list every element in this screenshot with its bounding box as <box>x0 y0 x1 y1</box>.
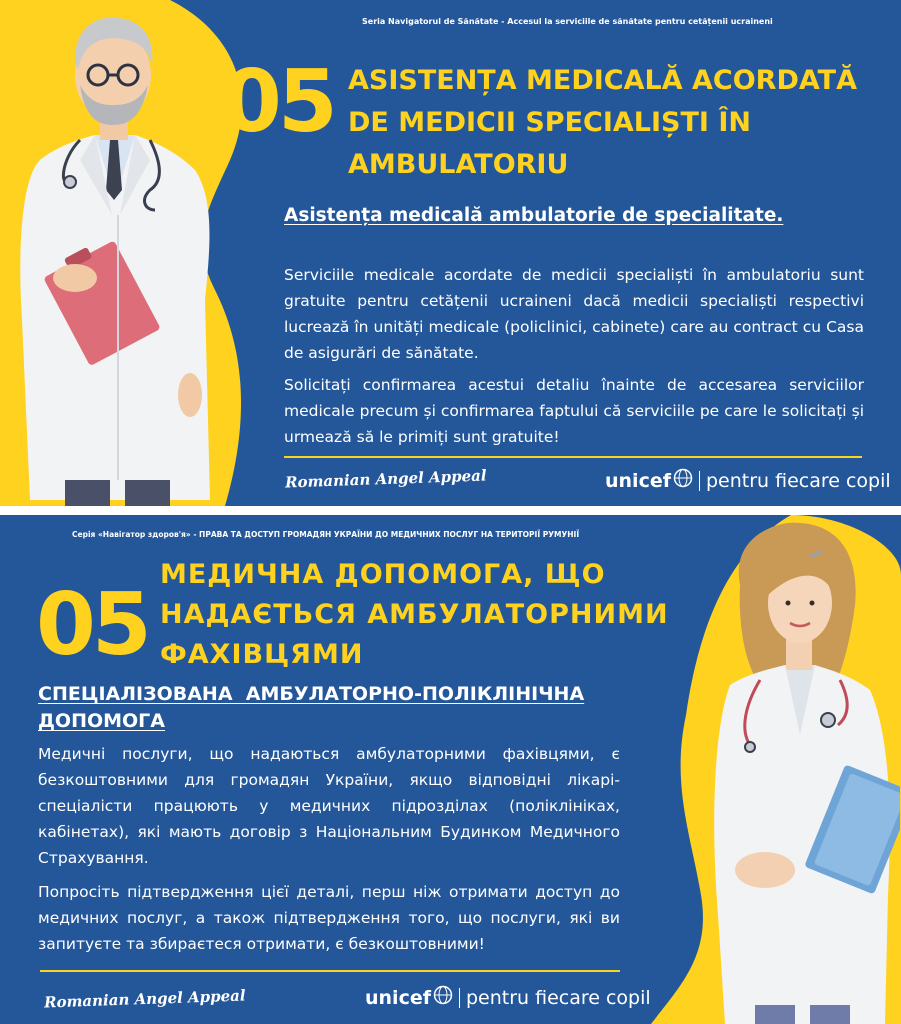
paragraph-2: Solicitați confirmarea acestui detaliu înainte de accesarea serviciilor medicale precum și confirmarea faptului că serviciile pe care le solicitați și urmează să le primiți sunt gratuite! <box>284 376 864 446</box>
unicef-logo <box>365 985 651 1010</box>
unicef-wordmark: unicef <box>365 986 431 1009</box>
paragraph-1: Serviciile medicale acordate de medicii specialiști în ambulatoriu sunt gratuite pentru cetățenii ucraineni dacă medicii specialiști respectivi lucrează în unități medicale (policlinici, cabinete) care au contract cu Casa de asigurări de sănătate. <box>284 266 864 362</box>
title-line: ASISTENȚA MEDICALĂ ACORDATĂ <box>348 65 857 96</box>
unicef-tagline: pentru fiecare copil <box>705 469 891 492</box>
series-caption: Серія «Навігатор здоров'я» - ПРАВА ТА ДОСТУП ГРОМАДЯН УКРАЇНИ ДО МЕДИЧНИХ ПОСЛУГ НА ТЕРИТОРІЇ РУМУНІЇ <box>72 530 580 539</box>
paragraph-2: Попросіть підтвердження цієї деталі, перш ніж отримати доступ до медичних послуг, а також підтвердження того, що послуги, які ви запитуєте та збираєтеся отримати, є безкоштовними! <box>38 883 620 953</box>
ukrainian-panel <box>0 515 901 1024</box>
section-subtitle: Asistența medicală ambulatorie de specialitate. <box>284 205 784 226</box>
panel-divider <box>0 506 901 515</box>
paragraph-1: Медичні послуги, що надаються амбулаторними фахівцями, є безкоштовними для громадян України, якщо відповідні лікарі-спеціалісти працюють у медичних підрозділах (поліклініках, кабінетах), які мають договір з Національним Будинком Медичного Страхування. <box>38 745 620 867</box>
unicef-globe-icon <box>673 468 693 493</box>
title-line: AMBULATORIU <box>348 149 569 180</box>
female-doctor-illustration <box>700 515 900 1024</box>
section-number: 05 <box>36 575 148 675</box>
title-line: НАДАЄТЬСЯ АМБУЛАТОРНИМИ <box>160 599 669 630</box>
title-line: МЕДИЧНА ДОПОМОГА, ЩО <box>160 559 606 590</box>
divider-line <box>284 456 862 458</box>
subtitle-line: ДОПОМОГА <box>38 710 165 732</box>
subtitle-line: СПЕЦІАЛІЗОВАНА АМБУЛАТОРНО-ПОЛІКЛІНІЧНА <box>38 683 585 705</box>
unicef-tagline: pentru fiecare copil <box>465 986 651 1009</box>
title-line: DE MEDICII SPECIALIȘTI ÎN <box>348 107 751 138</box>
male-doctor-illustration <box>0 0 250 506</box>
unicef-globe-icon <box>433 985 453 1010</box>
series-caption: Seria Navigatorul de Sănătate - Accesul la serviciile de sănătate pentru cetățenii ucraineni <box>362 17 773 26</box>
divider-line <box>40 970 620 972</box>
romanian-angel-appeal-logo: Romanian Angel Appeal <box>43 986 246 1012</box>
unicef-logo <box>605 468 891 493</box>
romanian-angel-appeal-logo: Romanian Angel Appeal <box>284 466 487 492</box>
page-title <box>160 555 669 675</box>
romanian-panel <box>0 0 901 506</box>
section-subtitle <box>38 681 584 735</box>
unicef-wordmark: unicef <box>605 469 671 492</box>
logo-separator <box>459 988 460 1008</box>
section-number: 05 <box>222 52 334 152</box>
logo-separator <box>699 471 700 491</box>
title-line: ФАХІВЦЯМИ <box>160 639 364 670</box>
page-title <box>348 60 857 186</box>
